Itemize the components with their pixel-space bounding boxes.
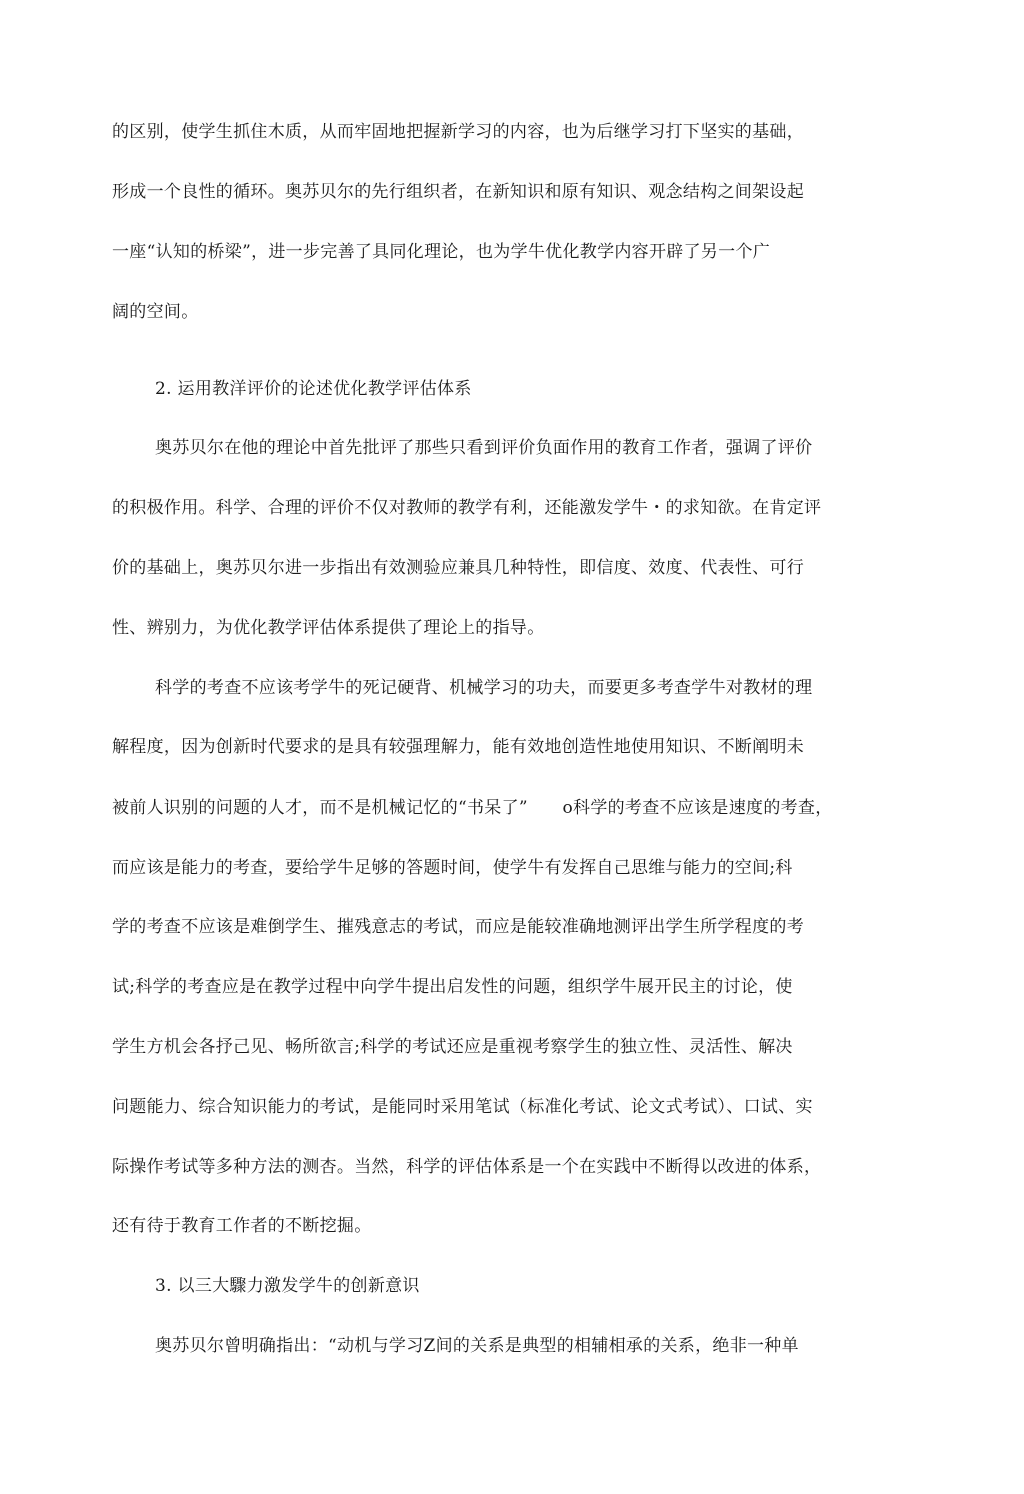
text-line: 问题能力、综合知识能力的考试，是能同时采用笔试（标准化考试、论文式考试）、口试、实 bbox=[112, 1097, 813, 1117]
section-heading: 3. 以三大驟力激发学牛的创新意识 bbox=[155, 1276, 420, 1296]
text-line: 奥苏贝尔在他的理论中首先批评了那些只看到评价负面作用的教育工作者，强调了评价 bbox=[155, 438, 813, 458]
text-line: 而应该是能力的考查，要给学牛足够的答题时间，使学牛有发挥自己思维与能力的空间;科 bbox=[112, 858, 793, 878]
text-line: 价的基础上，奥苏贝尔进一步指出有效测验应兼具几种特性，即信度、效度、代表性、可行 bbox=[112, 558, 804, 578]
text-line: 解程度，因为创新时代要求的是具有较强理解力，能有效地创造性地使用知识、不断阐明未 bbox=[112, 737, 804, 757]
text-line: 际操作考试等多种方法的测杏。当然，科学的评估体系是一个在实践中不断得以改进的体系， bbox=[112, 1157, 822, 1177]
text-line: 科学的考查不应该考学牛的死记硬背、机械学习的功夫，而要更多考查学牛对教材的理 bbox=[155, 678, 813, 698]
text-line: 被前人识别的问题的人才，而不是机械记忆的“书呆了” o科学的考查不应该是速度的考查， bbox=[112, 798, 833, 818]
text-line: 性、辨别力，为优化教学评估体系提供了理论上的指导。 bbox=[112, 618, 545, 638]
text-line: 学生方机会各抒己见、畅所欲言;科学的考试还应是重视考察学生的独立性、灵活性、解决 bbox=[112, 1037, 793, 1057]
text-line: 试;科学的考查应是在教学过程中向学牛提出启发性的问题，组织学牛展开民主的讨论，使 bbox=[112, 977, 793, 997]
text-line: 一座“认知的桥梁”，进一步完善了具同化理论，也为学牛优化教学内容开辟了另一个广 bbox=[112, 242, 771, 262]
text-line: 还有待于教育工作者的不断挖掘。 bbox=[112, 1216, 372, 1236]
text-line: 的区别，使学生抓住木质，从而牢固地把握新学习的内容，也为后继学习打下坚实的基础， bbox=[112, 122, 804, 142]
text-line: 阔的空间。 bbox=[112, 302, 199, 322]
text-line: 形成一个良性的循环。奥苏贝尔的先行组织者，在新知识和原有知识、观念结构之间架设起 bbox=[112, 182, 804, 202]
section-heading: 2. 运用教洋评价的论述优化教学评估体系 bbox=[155, 379, 472, 399]
text-line: 学的考查不应该是难倒学生、摧残意志的考试，而应是能较准确地测评出学生所学程度的考 bbox=[112, 917, 804, 937]
text-line: 奥苏贝尔曾明确指出：“动机与学习Z间的关系是典型的相辅相承的关系，绝非一种单 bbox=[155, 1336, 799, 1356]
text-line: 的积极作用。科学、合理的评价不仅对教师的教学有利，还能激发学牛・的求知欲。在肯定评 bbox=[112, 498, 822, 518]
